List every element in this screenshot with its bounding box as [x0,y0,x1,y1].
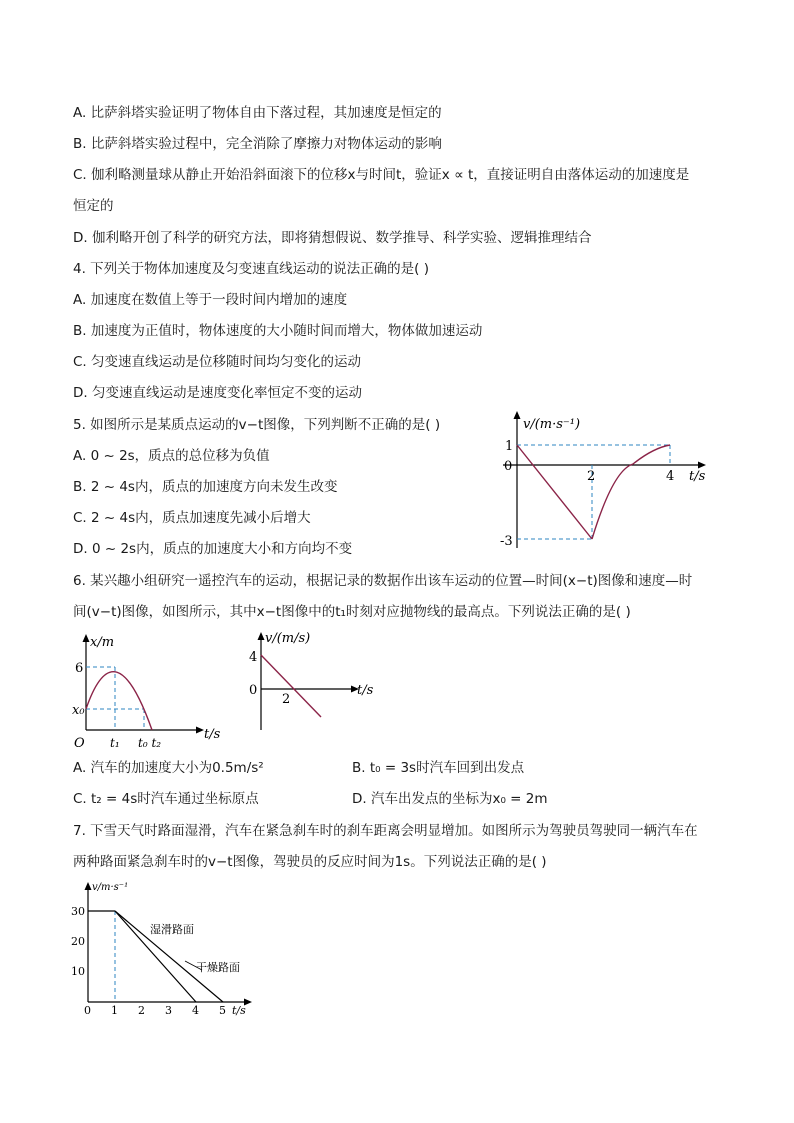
q4-option-c: C. 匀变速直线运动是位移随时间均匀变化的运动 [73,354,362,370]
q7-dry-road-label: 干燥路面 [196,961,240,974]
q4-stem: 4. 下列关于物体加速度及匀变速直线运动的说法正确的是( ) [73,261,429,277]
q5-line-segment [517,445,592,539]
q6xt-tick-t0-t2: t₀ t₂ [138,736,162,750]
q5-tick-4: 4 [666,469,675,484]
q5-stem: 5. 如图所示是某质点运动的v−t图像，下列判断不正确的是( ) [73,417,441,433]
q4-option-a: A. 加速度在数值上等于一段时间内增加的速度 [73,292,348,308]
q5-option-b: B. 2 ~ 4s内，质点的加速度方向未发生改变 [73,479,338,495]
q7-x-tick-2: 2 [138,1004,145,1017]
q7-x-tick-4: 4 [192,1004,199,1017]
q6xt-tick-t1: t₁ [110,736,120,750]
q6xt-parabola [86,672,152,730]
q6xt-y-arrow [83,634,90,642]
q7-x-tick-1: 1 [111,1004,118,1017]
q5-vt-graph [495,408,720,558]
q7-stem-line1: 7. 下雪天气时路面湿滑，汽车在紧急刹车时的刹车距离会明显增加。如图所示为驾驶员驾驶同一辆汽车在 [73,823,698,839]
q7-stem-line2: 两种路面紧急刹车时的v−t图像，驾驶员的反应时间为1s。下列说法正确的是( ) [73,854,547,870]
q6xt-y-label: x/m [90,635,115,650]
q6vt-tick-2: 2 [282,692,291,707]
q6-option-b: B. t₀ = 3s时汽车回到出发点 [352,760,525,776]
q6-stem-line2: 间(v−t)图像，如图所示，其中x−t图像中的t₁时刻对应抛物线的最高点。下列说法正确的是( ) [73,604,631,620]
q6-vt-graph [243,628,383,733]
q3-option-d: D. 伽利略开创了科学的研究方法，即将猜想假说、数学推导、科学实验、逻辑推理结合 [73,230,592,246]
q6xt-tick-6: 6 [75,661,84,676]
q6-option-c: C. t₂ = 4s时汽车通过坐标原点 [73,791,259,807]
q6-option-d: D. 汽车出发点的坐标为x₀ = 2m [352,791,548,807]
q7-wet-road-label: 湿滑路面 [150,923,194,936]
q3-option-b: B. 比萨斜塔实验过程中，完全消除了摩擦力对物体运动的影响 [73,136,442,152]
q7-y-tick-10: 10 [71,965,85,978]
q6vt-tick-4: 4 [249,650,258,665]
q6xt-x-arrow [196,727,204,734]
q5-option-a: A. 0 ~ 2s，质点的总位移为负值 [73,448,270,464]
q7-y-tick-30: 30 [71,905,85,918]
q5-curve-segment [592,445,670,539]
q7-y-arrow [85,882,92,890]
q6-xt-graph [70,630,230,755]
q7-y-tick-20: 20 [71,935,85,948]
q5-option-c: C. 2 ~ 4s内，质点加速度先减小后增大 [73,510,311,526]
q7-y-label: v/m·s⁻¹ [92,882,129,893]
q5-tick-minus3: -3 [500,534,513,549]
q6vt-line [261,655,321,717]
q6xt-tick-x0: x₀ [72,703,85,718]
q6vt-origin: 0 [249,683,258,698]
q5-option-d: D. 0 ~ 2s内，质点的加速度大小和方向均不变 [73,541,353,557]
q6-stem-line1: 6. 某兴趣小组研究一遥控汽车的运动，根据记录的数据作出该车运动的位置—时间(x−t)图像和速度—时 [73,573,693,589]
q6vt-y-label: v/(m/s) [265,631,311,646]
q3-option-a: A. 比萨斜塔实验证明了物体自由下落过程，其加速度是恒定的 [73,105,442,121]
q7-x-label: t/s [232,1004,246,1017]
q3-option-c-line2: 恒定的 [73,198,114,214]
q6vt-y-arrow [258,632,265,640]
q5-tick-2: 2 [587,469,596,484]
q7-x-tick-3: 3 [165,1004,172,1017]
q7-x-tick-0: 0 [84,1004,91,1017]
q6-option-a: A. 汽车的加速度大小为0.5m/s² [73,760,264,776]
q4-option-b: B. 加速度为正值时，物体速度的大小随时间而增大，物体做加速运动 [73,323,483,339]
q6xt-origin: O [74,736,85,751]
q6xt-x-label: t/s [204,727,221,742]
q5-tick-1: 1 [505,439,514,454]
q7-x-tick-5: 5 [219,1004,226,1017]
q6vt-x-label: t/s [357,683,374,698]
q7-vt-graph [66,878,266,1018]
q5-y-label: v/(m·s⁻¹) [523,417,581,432]
q4-option-d: D. 匀变速直线运动是速度变化率恒定不变的运动 [73,385,362,401]
q3-option-c-line1: C. 伽利略测量球从静止开始沿斜面滚下的位移x与时间t，验证x ∝ t，直接证明自由落体运动的加速度是 [73,167,690,183]
q5-y-arrow [514,411,521,419]
q5-x-label: t/s [689,469,706,484]
q5-x-arrow [698,462,706,469]
q5-origin-label: 0 [504,459,513,474]
